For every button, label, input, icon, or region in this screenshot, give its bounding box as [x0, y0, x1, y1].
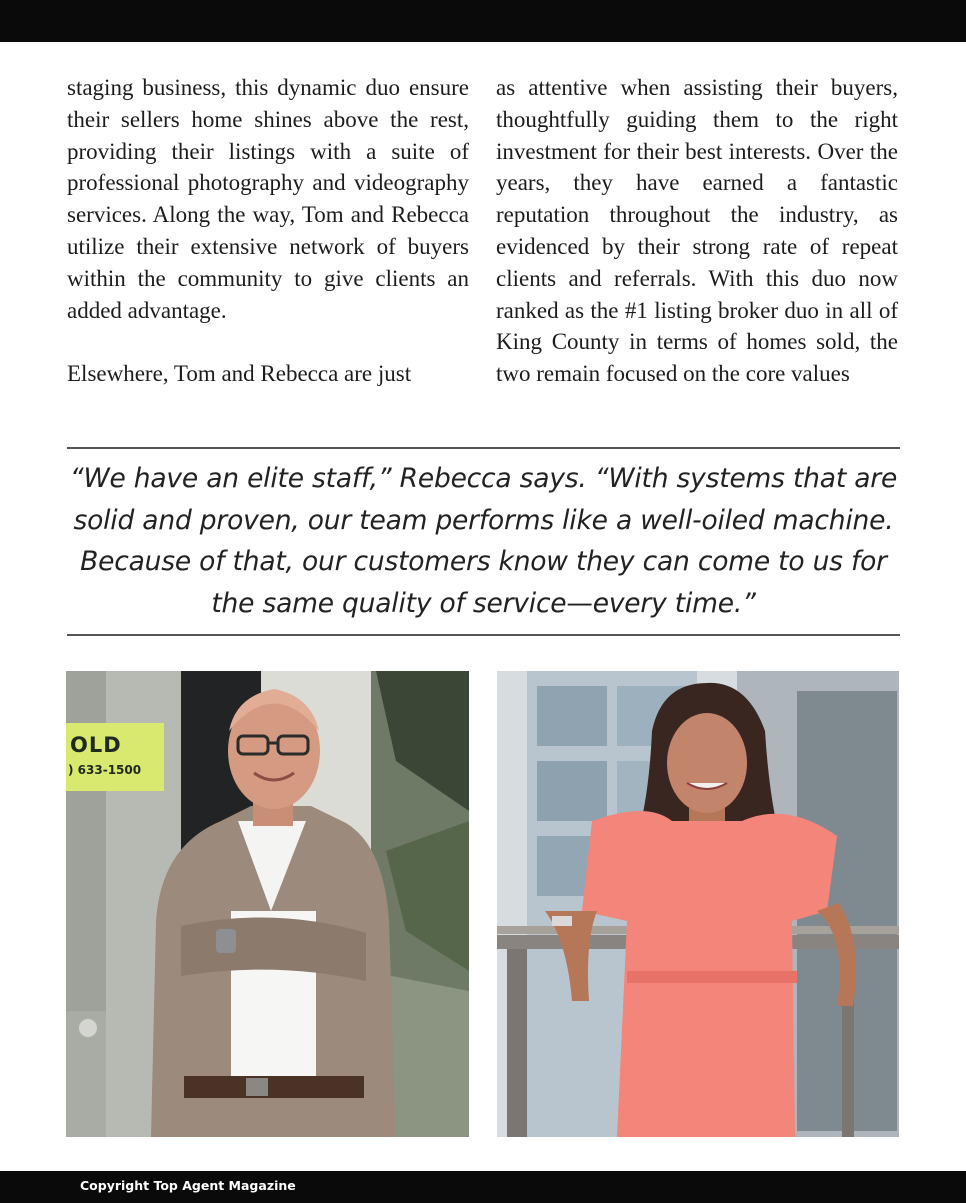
- paragraph: staging business, this dynamic duo ensure their sellers home shines above the rest, providing their listings with a suite of professional photography and videography services. Along the way, Tom and Rebecca utilize their extensive network of buyers within the community to give clients an added advantage.: [67, 75, 469, 323]
- article-column-left: [67, 72, 469, 390]
- quote-rule-top: [67, 447, 900, 449]
- paragraph: as attentive when assisting their buyers, thoughtfully guiding them to the right investment for their best interests. Over the years, they have earned a fantastic reputation throughout the industry, as evidenced by their strong rate of repeat clients and referrals. With this duo now ranked as the #1 listing broker duo in all of King County in terms of homes sold, the two remain focused on the core values: [496, 75, 898, 387]
- copyright-text: Copyright Top Agent Magazine: [80, 1178, 296, 1193]
- photo-tom: [66, 671, 469, 1137]
- photo-rebecca: [497, 671, 899, 1137]
- paragraph: Elsewhere, Tom and Rebecca are just: [67, 361, 412, 387]
- sold-sign-phone: ) 633-1500: [68, 763, 142, 777]
- article-column-right: [496, 72, 898, 390]
- quote-rule-bottom: [67, 634, 900, 636]
- sold-sign-word: OLD: [70, 733, 122, 757]
- top-bar: [0, 0, 966, 42]
- footer-bar: [0, 1171, 966, 1203]
- pull-quote: “We have an elite staff,” Rebecca says. “With systems that are solid and proven, our team performs like a well-oiled machine. Because of that, our customers know they can come to us for the same quality of service—every time.”: [69, 463, 898, 619]
- sold-sign: [66, 723, 164, 791]
- photo-rebecca-illustration: [497, 671, 899, 1137]
